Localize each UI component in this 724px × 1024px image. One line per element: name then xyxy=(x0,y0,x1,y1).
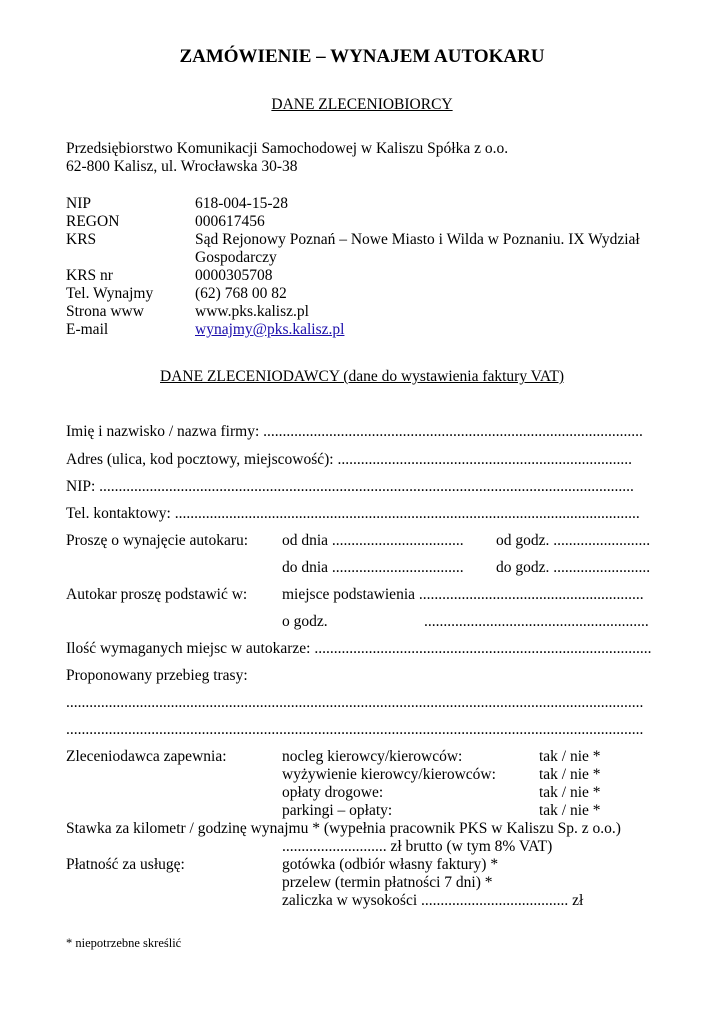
name-field[interactable]: Imię i nazwisko / nazwa firmy: .................................................................................................. xyxy=(66,423,643,440)
nip-value: 618-004-15-28 xyxy=(195,195,288,212)
footnote: * niepotrzebne skreślić xyxy=(66,936,182,950)
route-field-1[interactable]: ..................................................................................................................................................... xyxy=(66,694,644,711)
company-address: 62-800 Kalisz, ul. Wrocławska 30-38 xyxy=(66,158,298,175)
from-time-field[interactable]: od godz. ......................... xyxy=(496,532,651,549)
provides-choice[interactable]: tak / nie * xyxy=(539,766,601,783)
regon-label: REGON xyxy=(66,213,120,230)
tel-field[interactable]: Tel. kontaktowy: ........................................................................................................................ xyxy=(66,505,640,522)
provides-item: nocleg kierowcy/kierowców: xyxy=(282,748,463,765)
krs-value-line2: Gospodarczy xyxy=(195,249,277,266)
from-date-field[interactable]: od dnia .................................. xyxy=(282,532,464,549)
provides-item: wyżywienie kierowcy/kierowców: xyxy=(282,766,496,783)
pickup-time-field[interactable]: .......................................................... xyxy=(424,613,649,630)
company-name: Przedsiębiorstwo Komunikacji Samochodowej w Kaliszu Spółka z o.o. xyxy=(66,140,509,157)
provides-label: Zleceniodawca zapewnia: xyxy=(66,748,227,765)
regon-value: 000617456 xyxy=(195,213,265,230)
provides-item: parkingi – opłaty: xyxy=(282,802,393,819)
krs-nr-label: KRS nr xyxy=(66,267,113,284)
route-field-2[interactable]: ..................................................................................................................................................... xyxy=(66,721,644,738)
rent-label: Proszę o wynajęcie autokaru: xyxy=(66,532,249,549)
provides-item: opłaty drogowe: xyxy=(282,784,384,801)
provides-choice[interactable]: tak / nie * xyxy=(539,802,601,819)
pickup-label: Autokar proszę podstawić w: xyxy=(66,586,248,603)
payment-option[interactable]: gotówka (odbiór własny faktury) * xyxy=(282,856,499,873)
nip-label: NIP xyxy=(66,195,91,212)
client-heading: DANE ZLECENIODAWCY (dane do wystawienia faktury VAT) xyxy=(160,368,564,385)
seats-field[interactable]: Ilość wymaganych miejsc w autokarze: ....................................................................................... xyxy=(66,640,652,657)
payment-option[interactable]: przelew (termin płatności 7 dni) * xyxy=(282,874,493,891)
rate-field[interactable]: ........................... zł brutto (w tym 8% VAT) xyxy=(282,838,553,855)
route-label: Proponowany przebieg trasy: xyxy=(66,667,248,684)
pickup-place-field[interactable]: miejsce podstawienia .......................................................... xyxy=(282,586,644,603)
krs-nr-value: 0000305708 xyxy=(195,267,273,284)
www-label: Strona www xyxy=(66,303,144,320)
contractor-heading: DANE ZLECENIOBIORCY xyxy=(271,96,453,113)
provides-choice[interactable]: tak / nie * xyxy=(539,748,601,765)
address-field[interactable]: Adres (ulica, kod pocztowy, miejscowość): ............................................................................ xyxy=(66,451,632,468)
www-value: www.pks.kalisz.pl xyxy=(195,303,309,320)
to-date-field[interactable]: do dnia .................................. xyxy=(282,559,464,576)
email-label: E-mail xyxy=(66,321,109,338)
krs-label: KRS xyxy=(66,231,97,248)
pickup-time-label: o godz. xyxy=(282,613,328,630)
payment-label: Płatność za usługę: xyxy=(66,856,185,873)
rate-label: Stawka za kilometr / godzinę wynajmu * (wypełnia pracownik PKS w Kaliszu Sp. z o.o.) xyxy=(66,820,621,837)
tel-label: Tel. Wynajmy xyxy=(66,285,154,302)
tel-value: (62) 768 00 82 xyxy=(195,285,287,302)
email-link[interactable]: wynajmy@pks.kalisz.pl xyxy=(195,321,345,338)
page-title: ZAMÓWIENIE – WYNAJEM AUTOKARU xyxy=(179,46,545,67)
to-time-field[interactable]: do godz. ......................... xyxy=(496,559,651,576)
krs-value-line1: Sąd Rejonowy Poznań – Nowe Miasto i Wilda w Poznaniu. IX Wydział xyxy=(195,231,640,248)
provides-choice[interactable]: tak / nie * xyxy=(539,784,601,801)
nip-field[interactable]: NIP: .......................................................................................................................................... xyxy=(66,478,634,495)
payment-option[interactable]: zaliczka w wysokości ...................................... zł xyxy=(282,892,584,909)
